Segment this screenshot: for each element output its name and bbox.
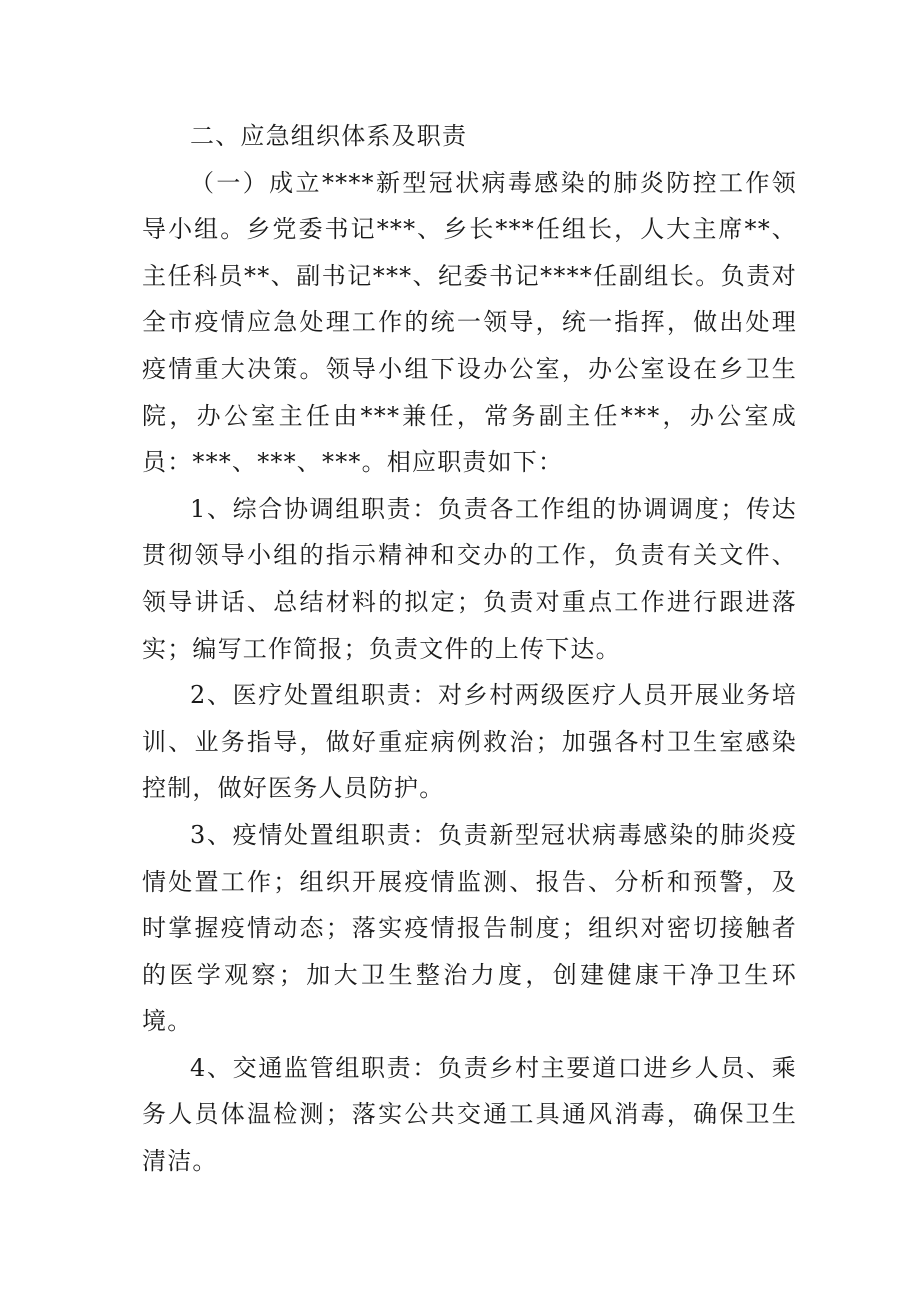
section-heading: 二、应急组织体系及职责	[190, 122, 468, 150]
paragraph-leadership-group: （一）成立****新型冠状病毒感染的肺炎防控工作领导小组。乡党委书记***、乡长***任组长，人大主席**、主任科员**、副书记***、纪委书记****任副组长。负责对全市疫情应急处理工作的统一领导，统一指挥，做出处理疫情重大决策。领导小组下设办公室，办公室设在乡卫生院，办公室主任由***兼任，常务副主任***，办公室成员：***、***、***。相应职责如下：	[142, 168, 797, 477]
document-body	[142, 113, 797, 1185]
paragraph-epidemic-group: 3、疫情处置组职责：负责新型冠状病毒感染的肺炎疫情处置工作；组织开展疫情监测、报告、分析和预警，及时掌握疫情动态；落实疫情报告制度；组织对密切接触者的医学观察；加大卫生整治力度，创建健康干净卫生环境。	[142, 820, 797, 1036]
paragraph-traffic-group: 4、交通监管组职责：负责乡村主要道口进乡人员、乘务人员体温检测；落实公共交通工具通风消毒，确保卫生清洁。	[142, 1053, 797, 1176]
paragraph-medical-group: 2、医疗处置组职责：对乡村两级医疗人员开展业务培训、业务指导，做好重症病例救治；加强各村卫生室感染控制，做好医务人员防护。	[142, 681, 797, 803]
paragraph-coordination-group: 1、综合协调组职责：负责各工作组的协调调度；传达贯彻领导小组的指示精神和交办的工作，负责有关文件、领导讲话、总结材料的拟定；负责对重点工作进行跟进落实；编写工作简报；负责文件的上传下达。	[142, 494, 797, 663]
